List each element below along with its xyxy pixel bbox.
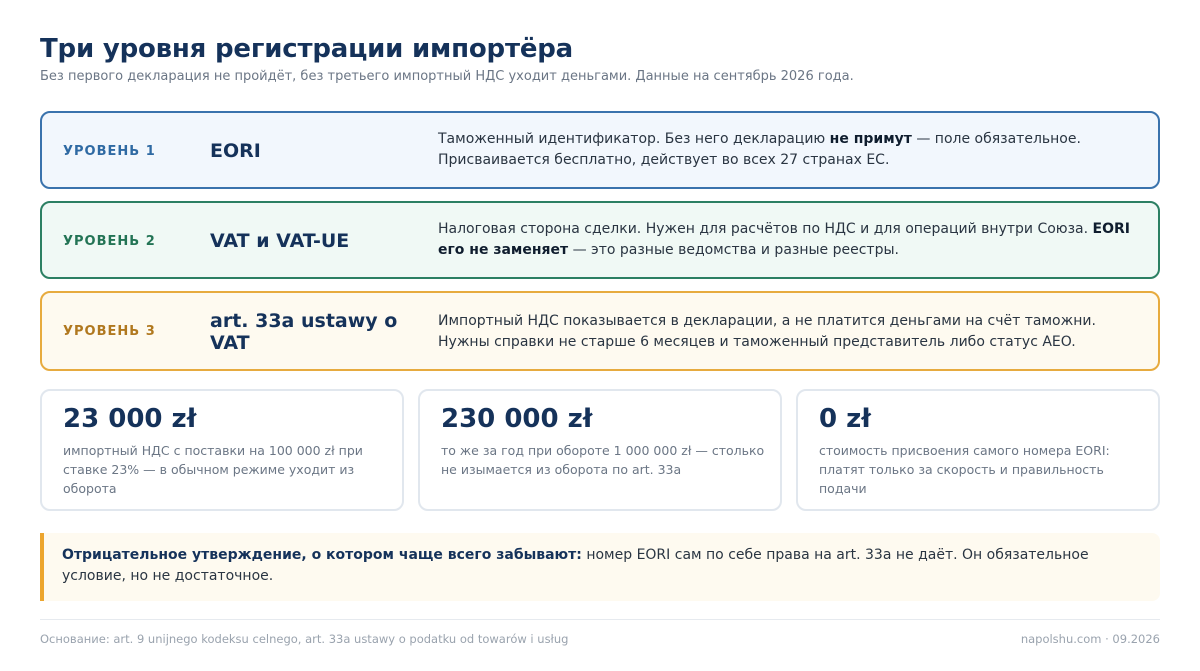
page-subtitle: Без первого декларация не пройдёт, без третьего импортный НДС уходит деньгами. Данные на сентябрь 2026 года. [40,69,854,84]
level-1-card [40,111,1160,189]
footer-divider [40,619,1160,620]
level-1-emphasis: не примут [829,131,912,147]
page-title: Три уровня регистрации импортёра [40,34,574,64]
warning-note [40,533,1160,601]
level-1-description: Таможенный идентификатор. Без него декларацию не примут — поле обязательное. Присваивается бесплатно, действует во всех 27 странах ЕС. [438,131,1081,168]
level-1-label: УРОВЕНЬ 1 [63,144,156,159]
stat-value: 23 000 zł [63,404,197,434]
footer-source: Основание: art. 9 unijnego kodeksu celnego, art. 33a ustawy o podatku od towarów i usług [40,632,569,646]
level-2-description: Налоговая сторона сделки. Нужен для расчётов по НДС и для операций внутри Союза. EORI его не заменяет — это разные ведомства и разные реестры. [438,221,1130,258]
level-3-card [40,291,1160,371]
footer-credit: napolshu.com · 09.2026 [1020,632,1160,646]
level-3-description: Импортный НДС показывается в декларации, а не платится деньгами на счёт таможни. Нужны справки не старше 6 месяцев и таможенный представитель либо статус AEO. [438,313,1096,350]
level-3-label: УРОВЕНЬ 3 [63,324,156,339]
level-2-card [40,201,1160,279]
stat-description: то же за год при обороте 1 000 000 zł — столько не изымается из оборота по art. 33a [441,443,765,477]
stat-description: импортный НДС с поставки на 100 000 zł при ставке 23% — в обычном режиме уходит из оборота [63,443,363,496]
stat-value: 230 000 zł [441,404,593,434]
level-1-name: EORI [210,140,261,162]
stat-card-annual-vat [418,389,782,511]
warning-note-lead: Отрицательное утверждение, о котором чаще всего забывают: [62,547,582,563]
stat-card-eori-cost [796,389,1160,511]
warning-note-text: Отрицательное утверждение, о котором чаще всего забывают: номер EORI сам по себе права на art. 33a не даёт. Он обязательное условие, но не достаточное. [62,547,1089,584]
stat-description: стоимость присвоения самого номера EORI: платят только за скорость и правильность подачи [819,443,1110,496]
stat-value: 0 zł [819,404,871,434]
level-2-name: VAT и VAT-UE [210,230,350,252]
level-3-name: art. 33a ustawy o VAT [210,310,398,354]
level-2-label: УРОВЕНЬ 2 [63,234,156,249]
stat-card-import-vat [40,389,404,511]
level-2-emphasis: EORI его не заменяет [438,221,1130,258]
